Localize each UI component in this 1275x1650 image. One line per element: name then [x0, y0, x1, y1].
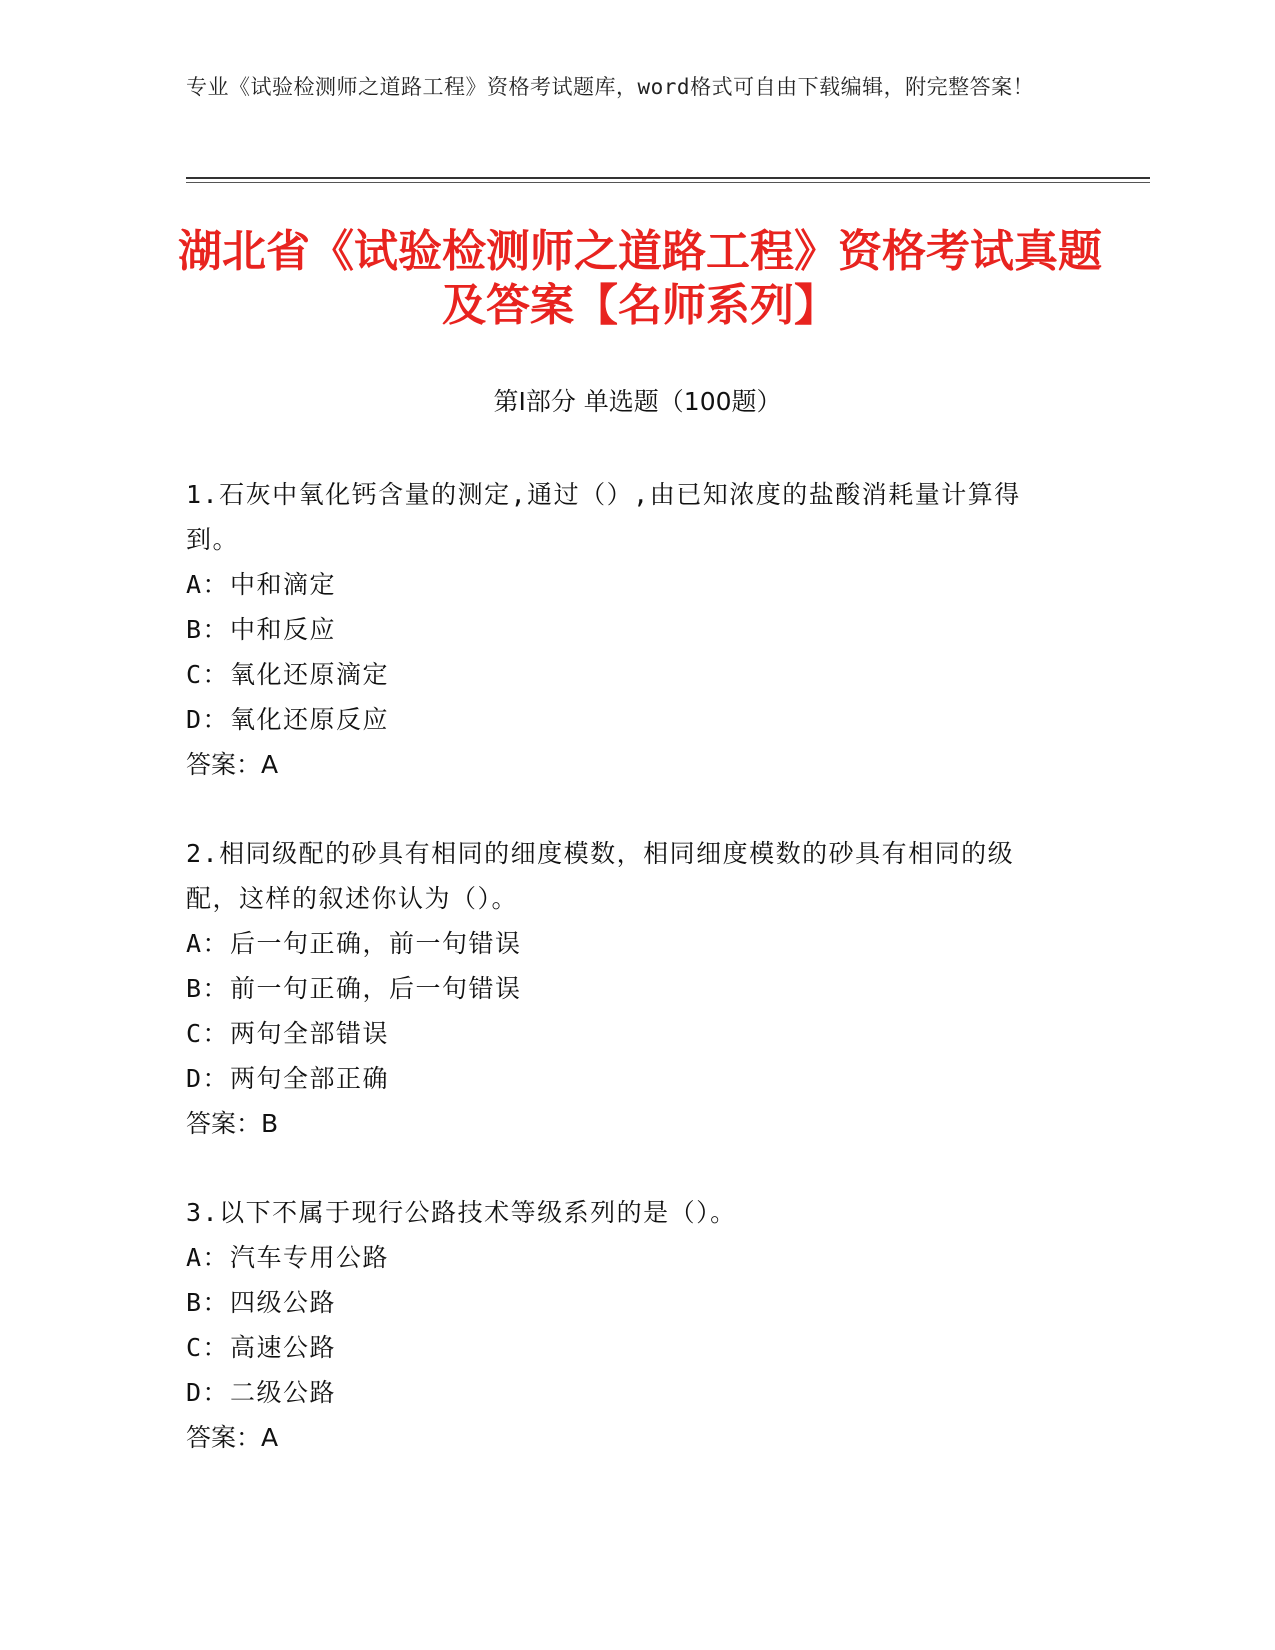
- answer-line: 答案：B: [186, 1109, 279, 1138]
- option-text: 中和反应: [230, 615, 337, 644]
- option-text: 二级公路: [230, 1378, 337, 1407]
- question-3: [186, 1190, 1066, 1460]
- option-text: 两句全部错误: [230, 1019, 390, 1048]
- option-key: B：: [186, 1288, 230, 1317]
- question-2: [186, 831, 1066, 1146]
- header-note: 专业《试验检测师之道路工程》资格考试题库，word格式可自由下载编辑，附完整答案！: [186, 75, 1035, 99]
- option-text: 前一句正确，后一句错误: [230, 974, 522, 1003]
- option-text: 后一句正确，前一句错误: [230, 929, 522, 958]
- option-b: [186, 1280, 1066, 1325]
- option-c: [186, 1011, 1066, 1056]
- option-d: [186, 1056, 1066, 1101]
- option-text: 氧化还原反应: [230, 705, 390, 734]
- option-b: [186, 607, 1066, 652]
- option-text: 中和滴定: [230, 570, 337, 599]
- option-text: 氧化还原滴定: [230, 660, 390, 689]
- option-text: 汽车专用公路: [230, 1243, 390, 1272]
- option-text: 两句全部正确: [230, 1064, 390, 1093]
- option-key: B：: [186, 974, 230, 1003]
- option-key: C：: [186, 1333, 230, 1362]
- option-a: [186, 1235, 1066, 1280]
- option-key: D：: [186, 1378, 230, 1407]
- option-key: A：: [186, 570, 230, 599]
- document-title: 湖北省《试验检测师之道路工程》资格考试真题及答案【名师系列】: [178, 226, 1102, 331]
- option-key: B：: [186, 615, 230, 644]
- option-text: 四级公路: [230, 1288, 337, 1317]
- option-key: A：: [186, 929, 230, 958]
- option-key: C：: [186, 1019, 230, 1048]
- option-key: A：: [186, 1243, 230, 1272]
- question-stem: 1.石灰中氧化钙含量的测定,通过（）,由已知浓度的盐酸消耗量计算得到。: [186, 480, 1021, 554]
- option-key: D：: [186, 1064, 230, 1093]
- option-key: C：: [186, 660, 230, 689]
- question-1: [186, 472, 1066, 787]
- answer-line: 答案：A: [186, 1423, 279, 1452]
- option-d: [186, 1370, 1066, 1415]
- header-divider-thin: [186, 182, 1150, 183]
- header-divider-thick: [186, 177, 1150, 179]
- option-c: [186, 1325, 1066, 1370]
- option-a: [186, 562, 1066, 607]
- option-d: [186, 697, 1066, 742]
- question-stem: 2.相同级配的砂具有相同的细度模数，相同细度模数的砂具有相同的级配，这样的叙述你认为（）。: [186, 839, 1015, 913]
- option-b: [186, 966, 1066, 1011]
- option-a: [186, 921, 1066, 966]
- answer-line: 答案：A: [186, 750, 279, 779]
- question-stem: 3.以下不属于现行公路技术等级系列的是（）。: [186, 1198, 737, 1227]
- question-list: [186, 472, 1066, 1504]
- section-heading: 第Ⅰ部分 单选题（100题）: [493, 387, 782, 416]
- option-c: [186, 652, 1066, 697]
- option-text: 高速公路: [230, 1333, 337, 1362]
- option-key: D：: [186, 705, 230, 734]
